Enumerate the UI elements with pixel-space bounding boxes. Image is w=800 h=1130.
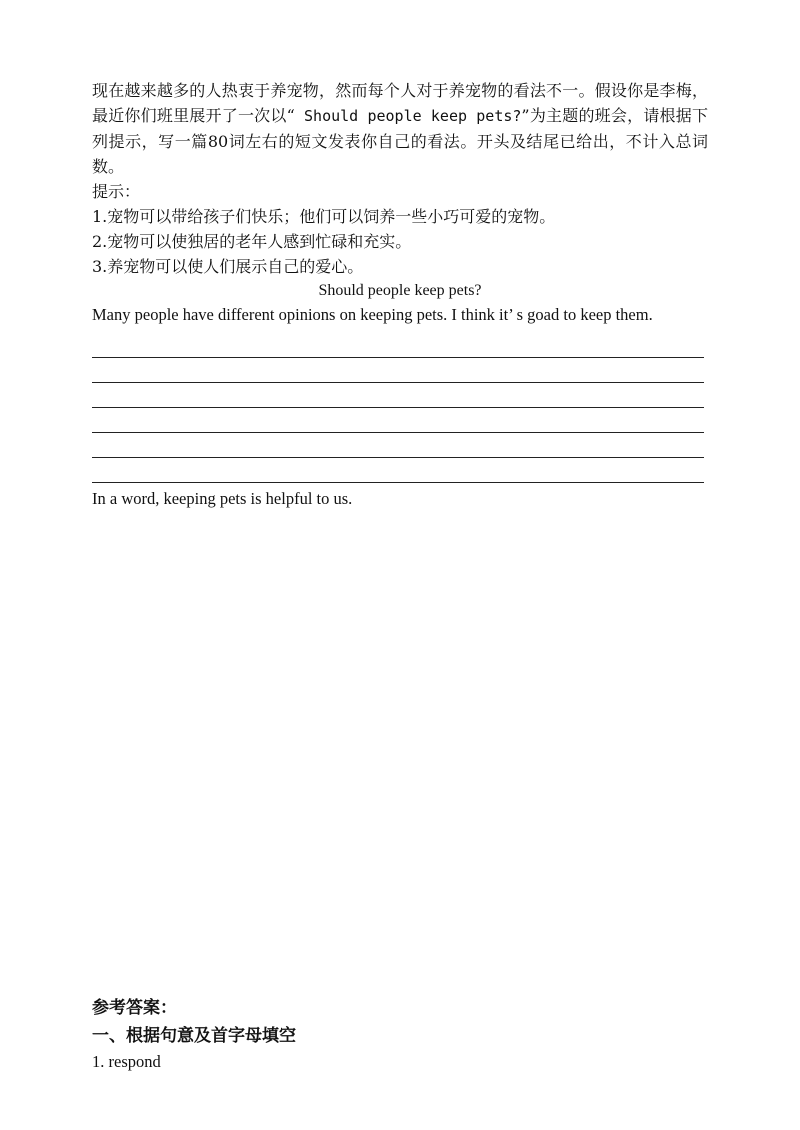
answer-key-title: 参考答案： <box>92 998 177 1018</box>
writing-prompt <box>92 78 708 179</box>
writing-line <box>92 458 704 483</box>
answer-item: 1. respond <box>92 1052 161 1071</box>
essay-title: Should people keep pets? <box>318 282 482 299</box>
prompt-text-part2: ”为主题的班会，请根据下列提示，写一篇80词左右的短文发表你自己的看法。开头及结尾已给出，不计入总词数。 <box>92 106 708 176</box>
exercise-page <box>92 78 708 511</box>
hint-item-2: 2.宠物可以使独居的老年人感到忙碌和充实。 <box>92 232 412 251</box>
hint-item-3: 3.养宠物可以使人们展示自己的爱心。 <box>92 257 364 276</box>
writing-line <box>92 433 704 458</box>
essay-closing: In a word, keeping pets is helpful to us. <box>92 489 353 508</box>
hint-item-1: 1.宠物可以带给孩子们快乐；他们可以饲养一些小巧可爱的宠物。 <box>92 207 556 226</box>
answer-key <box>92 994 708 1074</box>
writing-line <box>92 333 704 358</box>
prompt-text-part1: 现在越来越多的人热衷于养宠物，然而每个人对于养宠物的看法不一。假设你是李梅，最近你们班里展开了一次以“ <box>92 81 708 125</box>
writing-line <box>92 383 704 408</box>
answer-section-title: 一、根据句意及首字母填空 <box>92 1026 296 1046</box>
hints-title: 提示： <box>92 182 141 201</box>
essay-opening: Many people have different opinions on keeping pets. I think it’ s goad to keep them. <box>92 305 653 324</box>
writing-line <box>92 358 704 383</box>
writing-line <box>92 408 704 433</box>
writing-lines <box>92 333 708 483</box>
prompt-topic: Should people keep pets? <box>294 107 522 125</box>
